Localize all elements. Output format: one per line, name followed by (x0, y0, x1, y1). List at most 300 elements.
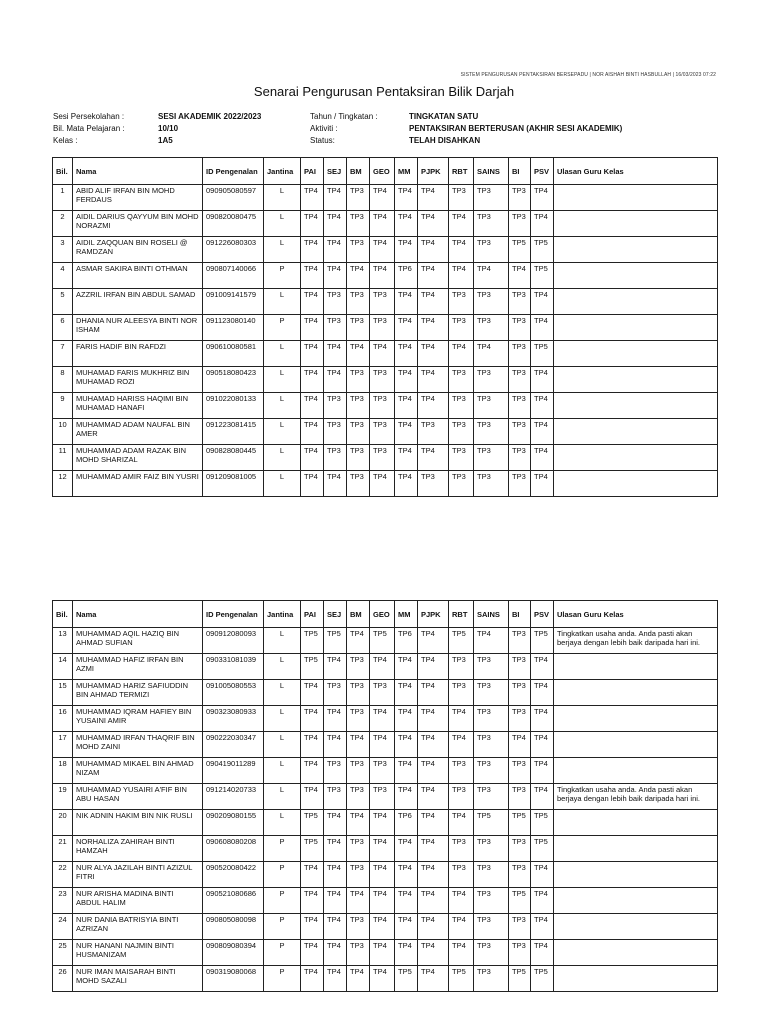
cell-pai: TP4 (301, 341, 324, 367)
cell-sains: TP3 (474, 419, 509, 445)
cell-mm: TP4 (395, 315, 418, 341)
cell-rbt: TP3 (449, 680, 474, 706)
cell-pai: TP5 (301, 810, 324, 836)
cell-bil: 6 (53, 315, 73, 341)
cell-psv: TP4 (531, 211, 554, 237)
column-header-bm: BM (347, 158, 370, 185)
cell-pjpk: TP4 (418, 341, 449, 367)
cell-sej: TP5 (324, 628, 347, 654)
cell-rbt: TP5 (449, 966, 474, 992)
cell-id-pengenalan: 090807140066 (203, 263, 264, 289)
table-row (53, 862, 718, 888)
column-header-pai: PAI (301, 158, 324, 185)
cell-rbt: TP5 (449, 628, 474, 654)
cell-rbt: TP4 (449, 732, 474, 758)
cell-bi: TP5 (509, 888, 531, 914)
cell-jantina: L (264, 706, 301, 732)
cell-sains: TP3 (474, 654, 509, 680)
cell-ulasan (554, 862, 718, 888)
cell-geo: TP4 (370, 341, 395, 367)
table-row (53, 289, 718, 315)
cell-ulasan: Tingkatkan usaha anda. Anda pasti akan berjaya dengan lebih baik daripada hari ini. (554, 628, 718, 654)
cell-sej: TP4 (324, 914, 347, 940)
aktiviti-label: Aktiviti : (310, 123, 338, 133)
cell-mm: TP4 (395, 289, 418, 315)
cell-pai: TP5 (301, 836, 324, 862)
cell-psv: TP4 (531, 654, 554, 680)
cell-rbt: TP3 (449, 784, 474, 810)
cell-geo: TP4 (370, 237, 395, 263)
cell-geo: TP4 (370, 211, 395, 237)
cell-id-pengenalan: 090419011289 (203, 758, 264, 784)
cell-sej: TP4 (324, 263, 347, 289)
cell-id-pengenalan: 091009141579 (203, 289, 264, 315)
cell-bm: TP3 (347, 237, 370, 263)
cell-bil: 19 (53, 784, 73, 810)
column-header-ulasan: Ulasan Guru Kelas (554, 601, 718, 628)
cell-ulasan: Tingkatkan usaha anda. Anda pasti akan berjaya dengan lebih baik daripada hari ini. (554, 784, 718, 810)
cell-mm: TP4 (395, 341, 418, 367)
cell-mm: TP4 (395, 706, 418, 732)
cell-pjpk: TP4 (418, 654, 449, 680)
cell-sains: TP3 (474, 393, 509, 419)
cell-sej: TP3 (324, 758, 347, 784)
table-row (53, 836, 718, 862)
cell-sej: TP4 (324, 940, 347, 966)
cell-pjpk: TP4 (418, 289, 449, 315)
cell-sains: TP3 (474, 888, 509, 914)
cell-rbt: TP3 (449, 654, 474, 680)
cell-rbt: TP3 (449, 419, 474, 445)
cell-psv: TP4 (531, 289, 554, 315)
cell-sej: TP4 (324, 471, 347, 497)
cell-ulasan (554, 810, 718, 836)
cell-pai: TP4 (301, 211, 324, 237)
cell-sej: TP4 (324, 810, 347, 836)
cell-pjpk: TP4 (418, 211, 449, 237)
cell-bi: TP3 (509, 836, 531, 862)
cell-jantina: L (264, 393, 301, 419)
column-header-mm: MM (395, 158, 418, 185)
cell-bil: 17 (53, 732, 73, 758)
cell-geo: TP4 (370, 836, 395, 862)
cell-sej: TP4 (324, 185, 347, 211)
cell-bi: TP3 (509, 628, 531, 654)
cell-bi: TP3 (509, 419, 531, 445)
cell-pjpk: TP4 (418, 966, 449, 992)
cell-ulasan (554, 654, 718, 680)
cell-bil: 7 (53, 341, 73, 367)
cell-id-pengenalan: 090905080597 (203, 185, 264, 211)
column-header-jantina: Jantina (264, 601, 301, 628)
cell-psv: TP4 (531, 419, 554, 445)
cell-bm: TP3 (347, 654, 370, 680)
cell-id-pengenalan: 090209080155 (203, 810, 264, 836)
cell-jantina: P (264, 862, 301, 888)
cell-pai: TP4 (301, 419, 324, 445)
cell-nama: AZZRIL IRFAN BIN ABDUL SAMAD (73, 289, 203, 315)
cell-ulasan (554, 888, 718, 914)
cell-pai: TP4 (301, 445, 324, 471)
table-row (53, 445, 718, 471)
cell-psv: TP5 (531, 237, 554, 263)
cell-mm: TP6 (395, 263, 418, 289)
cell-jantina: L (264, 758, 301, 784)
cell-sains: TP3 (474, 758, 509, 784)
page-title: Senarai Pengurusan Pentaksiran Bilik Darjah (253, 84, 515, 99)
cell-bm: TP4 (347, 966, 370, 992)
info-row-1 (53, 110, 622, 122)
cell-pjpk: TP4 (418, 445, 449, 471)
cell-ulasan (554, 263, 718, 289)
table-row (53, 185, 718, 211)
cell-bm: TP3 (347, 914, 370, 940)
cell-geo: TP4 (370, 862, 395, 888)
cell-nama: ABID ALIF IRFAN BIN MOHD FERDAUS (73, 185, 203, 211)
cell-geo: TP4 (370, 654, 395, 680)
cell-sains: TP3 (474, 784, 509, 810)
cell-nama: MUHAMAD FARIS MUKHRIZ BIN MUHAMAD ROZI (73, 367, 203, 393)
column-header-sej: SEJ (324, 158, 347, 185)
cell-bil: 3 (53, 237, 73, 263)
table-row (53, 393, 718, 419)
cell-pai: TP4 (301, 185, 324, 211)
cell-bi: TP3 (509, 862, 531, 888)
cell-bi: TP3 (509, 758, 531, 784)
cell-jantina: L (264, 732, 301, 758)
column-header-geo: GEO (370, 601, 395, 628)
cell-bil: 8 (53, 367, 73, 393)
cell-nama: MUHAMMAD ADAM NAUFAL BIN AMER (73, 419, 203, 445)
cell-bi: TP3 (509, 706, 531, 732)
table-row (53, 966, 718, 992)
cell-psv: TP4 (531, 185, 554, 211)
cell-mm: TP6 (395, 810, 418, 836)
column-header-geo: GEO (370, 158, 395, 185)
cell-rbt: TP4 (449, 706, 474, 732)
cell-bil: 18 (53, 758, 73, 784)
cell-bi: TP5 (509, 237, 531, 263)
column-header-mm: MM (395, 601, 418, 628)
cell-jantina: P (264, 836, 301, 862)
cell-pjpk: TP4 (418, 185, 449, 211)
cell-sains: TP3 (474, 237, 509, 263)
table-row (53, 784, 718, 810)
cell-rbt: TP4 (449, 263, 474, 289)
column-header-jantina: Jantina (264, 158, 301, 185)
system-info-line: SISTEM PENGURUSAN PENTAKSIRAN BERSEPADU | NOR AISHAH BINTI HASBULLAH | 16/03/2023 07:22 (460, 72, 716, 78)
table-header-row (53, 158, 718, 185)
table-row (53, 810, 718, 836)
cell-sej: TP3 (324, 680, 347, 706)
cell-sej: TP3 (324, 419, 347, 445)
cell-mm: TP4 (395, 211, 418, 237)
column-header-bi: BI (509, 158, 531, 185)
session-info (53, 110, 622, 146)
cell-ulasan (554, 680, 718, 706)
cell-bil: 11 (53, 445, 73, 471)
cell-sej: TP4 (324, 732, 347, 758)
cell-sains: TP4 (474, 341, 509, 367)
cell-psv: TP5 (531, 263, 554, 289)
cell-jantina: P (264, 888, 301, 914)
cell-bm: TP3 (347, 784, 370, 810)
cell-nama: MUHAMMAD MIKAEL BIN AHMAD NIZAM (73, 758, 203, 784)
cell-bi: TP3 (509, 680, 531, 706)
cell-bm: TP3 (347, 367, 370, 393)
assessment-table-page-2 (52, 600, 718, 992)
cell-pjpk: TP4 (418, 810, 449, 836)
cell-pai: TP4 (301, 732, 324, 758)
cell-rbt: TP3 (449, 471, 474, 497)
cell-bm: TP3 (347, 758, 370, 784)
cell-psv: TP4 (531, 732, 554, 758)
cell-rbt: TP3 (449, 185, 474, 211)
table-row (53, 914, 718, 940)
cell-id-pengenalan: 091226080303 (203, 237, 264, 263)
cell-nama: MUHAMMAD IRFAN THAQRIF BIN MOHD ZAINI (73, 732, 203, 758)
column-header-pai: PAI (301, 601, 324, 628)
table-row (53, 940, 718, 966)
cell-id-pengenalan: 090521080686 (203, 888, 264, 914)
cell-psv: TP4 (531, 862, 554, 888)
cell-bm: TP3 (347, 706, 370, 732)
cell-geo: TP4 (370, 185, 395, 211)
cell-pjpk: TP4 (418, 862, 449, 888)
cell-bm: TP3 (347, 393, 370, 419)
table-row (53, 263, 718, 289)
cell-psv: TP4 (531, 888, 554, 914)
cell-bil: 20 (53, 810, 73, 836)
cell-mm: TP4 (395, 680, 418, 706)
cell-bi: TP3 (509, 367, 531, 393)
cell-bi: TP3 (509, 211, 531, 237)
cell-pjpk: TP4 (418, 758, 449, 784)
cell-bm: TP4 (347, 810, 370, 836)
cell-geo: TP3 (370, 367, 395, 393)
cell-bil: 10 (53, 419, 73, 445)
cell-ulasan (554, 185, 718, 211)
column-header-id-pengenalan: ID Pengenalan (203, 158, 264, 185)
cell-rbt: TP4 (449, 237, 474, 263)
cell-mm: TP4 (395, 862, 418, 888)
cell-bil: 2 (53, 211, 73, 237)
cell-ulasan (554, 367, 718, 393)
cell-nama: MUHAMMAD AQIL HAZIQ BIN AHMAD SUFIAN (73, 628, 203, 654)
cell-nama: NORHALIZA ZAHIRAH BINTI HAMZAH (73, 836, 203, 862)
column-header-rbt: RBT (449, 601, 474, 628)
cell-geo: TP4 (370, 810, 395, 836)
cell-id-pengenalan: 090608080208 (203, 836, 264, 862)
cell-rbt: TP3 (449, 836, 474, 862)
cell-sej: TP4 (324, 836, 347, 862)
cell-bm: TP3 (347, 315, 370, 341)
cell-bm: TP4 (347, 732, 370, 758)
cell-sains: TP4 (474, 628, 509, 654)
cell-geo: TP3 (370, 393, 395, 419)
cell-bm: TP3 (347, 680, 370, 706)
cell-pjpk: TP4 (418, 367, 449, 393)
cell-bil: 25 (53, 940, 73, 966)
cell-bil: 23 (53, 888, 73, 914)
cell-pai: TP4 (301, 758, 324, 784)
cell-jantina: P (264, 315, 301, 341)
cell-ulasan (554, 419, 718, 445)
cell-geo: TP5 (370, 628, 395, 654)
cell-sej: TP4 (324, 888, 347, 914)
cell-mm: TP4 (395, 784, 418, 810)
cell-jantina: L (264, 341, 301, 367)
cell-bil: 13 (53, 628, 73, 654)
cell-pjpk: TP4 (418, 393, 449, 419)
cell-id-pengenalan: 090828080445 (203, 445, 264, 471)
cell-mm: TP4 (395, 445, 418, 471)
cell-geo: TP3 (370, 445, 395, 471)
cell-nama: AIDIL DARIUS QAYYUM BIN MOHD NORAZMI (73, 211, 203, 237)
cell-mm: TP4 (395, 393, 418, 419)
cell-bm: TP4 (347, 628, 370, 654)
table-row (53, 237, 718, 263)
cell-pai: TP4 (301, 393, 324, 419)
cell-nama: MUHAMMAD HARIZ SAFIUDDIN BIN AHMAD TERMIZI (73, 680, 203, 706)
cell-mm: TP4 (395, 185, 418, 211)
cell-psv: TP5 (531, 836, 554, 862)
kelas-value: 1A5 (158, 135, 173, 145)
cell-pai: TP4 (301, 471, 324, 497)
cell-geo: TP3 (370, 315, 395, 341)
cell-sains: TP3 (474, 315, 509, 341)
cell-psv: TP4 (531, 680, 554, 706)
cell-jantina: L (264, 654, 301, 680)
cell-pai: TP4 (301, 289, 324, 315)
cell-jantina: P (264, 914, 301, 940)
cell-psv: TP4 (531, 940, 554, 966)
cell-psv: TP5 (531, 628, 554, 654)
cell-bi: TP3 (509, 393, 531, 419)
cell-rbt: TP3 (449, 445, 474, 471)
tahun-label: Tahun / Tingkatan : (310, 111, 378, 121)
sesi-value: SESI AKADEMIK 2022/2023 (158, 111, 262, 121)
sesi-label: Sesi Persekolahan : (53, 111, 125, 121)
cell-id-pengenalan: 090520080422 (203, 862, 264, 888)
cell-bil: 15 (53, 680, 73, 706)
cell-pjpk: TP4 (418, 315, 449, 341)
cell-sains: TP3 (474, 966, 509, 992)
column-header-bil: Bil. (53, 158, 73, 185)
cell-nama: MUHAMMAD IQRAM HAFIEY BIN YUSAINI AMIR (73, 706, 203, 732)
cell-pjpk: TP3 (418, 419, 449, 445)
cell-pjpk: TP4 (418, 836, 449, 862)
mata-label: Bil. Mata Pelajaran : (53, 123, 125, 133)
cell-sej: TP4 (324, 862, 347, 888)
assessment-table-page-1 (52, 157, 718, 497)
cell-jantina: L (264, 211, 301, 237)
cell-id-pengenalan: 090805080098 (203, 914, 264, 940)
cell-bi: TP3 (509, 914, 531, 940)
cell-bm: TP3 (347, 289, 370, 315)
column-header-bm: BM (347, 601, 370, 628)
cell-nama: MUHAMMAD YUSAIRI A'FIF BIN ABU HASAN (73, 784, 203, 810)
cell-ulasan (554, 341, 718, 367)
cell-bi: TP4 (509, 732, 531, 758)
cell-rbt: TP3 (449, 393, 474, 419)
cell-geo: TP4 (370, 914, 395, 940)
cell-pjpk: TP4 (418, 888, 449, 914)
cell-sains: TP3 (474, 471, 509, 497)
cell-id-pengenalan: 091123080140 (203, 315, 264, 341)
cell-rbt: TP4 (449, 888, 474, 914)
cell-rbt: TP4 (449, 810, 474, 836)
table-header-row (53, 601, 718, 628)
cell-sains: TP3 (474, 445, 509, 471)
cell-pjpk: TP4 (418, 940, 449, 966)
status-value: TELAH DISAHKAN (409, 135, 481, 145)
cell-ulasan (554, 914, 718, 940)
cell-psv: TP4 (531, 393, 554, 419)
table-row (53, 419, 718, 445)
table-row (53, 654, 718, 680)
cell-jantina: P (264, 966, 301, 992)
cell-mm: TP4 (395, 940, 418, 966)
cell-geo: TP3 (370, 758, 395, 784)
cell-sains: TP3 (474, 706, 509, 732)
mata-value: 10/10 (158, 123, 179, 133)
cell-ulasan (554, 471, 718, 497)
cell-id-pengenalan: 090331081039 (203, 654, 264, 680)
table-row (53, 680, 718, 706)
cell-ulasan (554, 706, 718, 732)
cell-id-pengenalan: 091209081005 (203, 471, 264, 497)
cell-ulasan (554, 836, 718, 862)
cell-bil: 12 (53, 471, 73, 497)
cell-ulasan (554, 758, 718, 784)
cell-bm: TP3 (347, 445, 370, 471)
cell-sains: TP3 (474, 680, 509, 706)
cell-pai: TP4 (301, 315, 324, 341)
cell-bil: 4 (53, 263, 73, 289)
cell-jantina: L (264, 810, 301, 836)
cell-bil: 24 (53, 914, 73, 940)
cell-pai: TP4 (301, 914, 324, 940)
cell-pai: TP4 (301, 263, 324, 289)
cell-jantina: L (264, 628, 301, 654)
cell-bm: TP4 (347, 341, 370, 367)
cell-ulasan (554, 940, 718, 966)
cell-bil: 9 (53, 393, 73, 419)
column-header-sej: SEJ (324, 601, 347, 628)
cell-mm: TP6 (395, 628, 418, 654)
cell-pai: TP4 (301, 966, 324, 992)
column-header-bi: BI (509, 601, 531, 628)
cell-sej: TP4 (324, 341, 347, 367)
cell-bi: TP3 (509, 471, 531, 497)
cell-id-pengenalan: 090518080423 (203, 367, 264, 393)
cell-ulasan (554, 393, 718, 419)
cell-sej: TP4 (324, 654, 347, 680)
table-row (53, 341, 718, 367)
table-row (53, 315, 718, 341)
cell-rbt: TP4 (449, 211, 474, 237)
cell-bi: TP3 (509, 940, 531, 966)
cell-nama: NIK ADNIN HAKIM BIN NIK RUSLI (73, 810, 203, 836)
table-row (53, 367, 718, 393)
cell-pai: TP4 (301, 680, 324, 706)
cell-psv: TP4 (531, 706, 554, 732)
cell-pjpk: TP4 (418, 784, 449, 810)
info-row-2 (53, 122, 622, 134)
cell-sej: TP4 (324, 367, 347, 393)
cell-id-pengenalan: 091223081415 (203, 419, 264, 445)
